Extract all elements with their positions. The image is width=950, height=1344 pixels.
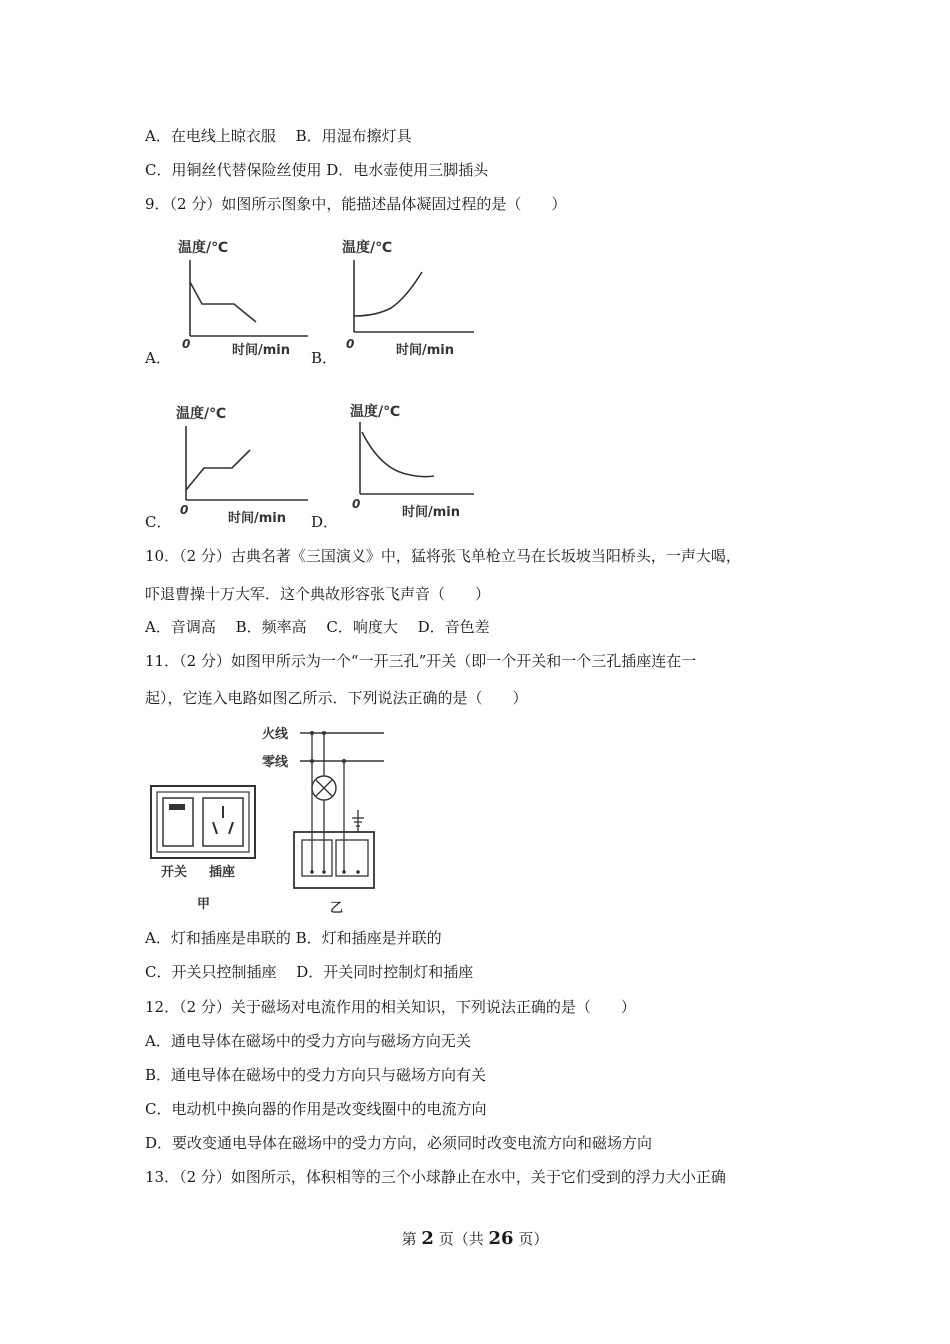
q11-figure-yi xyxy=(260,722,390,917)
q9-graph-d xyxy=(336,396,476,526)
graph-d-origin: 0 xyxy=(352,497,361,511)
q12-option-d: D．要改变通电导体在磁场中的受力方向，必须同时改变电流方向和磁场方向 xyxy=(145,1134,653,1152)
q10-stem-line2: 吓退曹操十万大军．这个典故形容张飞声音（ ） xyxy=(145,585,491,603)
fig-yi-label: 乙 xyxy=(330,901,344,916)
q11-options-cd: C．开关只控制插座 D．开关同时控制灯和插座 xyxy=(145,963,474,981)
graph-b-curve xyxy=(354,272,422,316)
footer-middle: 页（共 xyxy=(433,1230,489,1248)
graph-a-xlabel: 时间/min xyxy=(232,343,291,358)
q12-option-a: A．通电导体在磁场中的受力方向与磁场方向无关 xyxy=(145,1032,471,1050)
socket-box xyxy=(336,840,368,876)
q9-option-d-label: D． xyxy=(311,513,339,531)
q10-options: A．音调高 B．频率高 C．响度大 D．音色差 xyxy=(145,618,490,636)
q8-options-cd: C．用铜丝代替保险丝使用 D．电水壶使用三脚插头 xyxy=(145,161,489,179)
q11-figure-jia xyxy=(145,780,265,915)
q11-stem-line1: 11．（2 分）如图甲所示为一个“一开三孔”开关（即一个开关和一个三孔插座连在一 xyxy=(145,652,697,670)
socket-right-slot xyxy=(229,822,233,834)
q9-option-a-label: A． xyxy=(145,349,171,367)
q8-options-ab: A．在电线上晾衣服 B．用湿布擦灯具 xyxy=(145,127,412,145)
q11-stem-line2: 起），它连入电路如图乙所示．下列说法正确的是（ ） xyxy=(145,689,528,707)
graph-d-xlabel: 时间/min xyxy=(402,505,461,520)
graph-d-curve xyxy=(362,432,434,477)
q9-stem: 9．（2 分）如图所示图象中，能描述晶体凝固过程的是（ ） xyxy=(145,195,567,213)
q9-option-b-label: B． xyxy=(311,349,338,367)
graph-b-xlabel: 时间/min xyxy=(396,343,455,358)
q9-option-c-label: C． xyxy=(145,513,172,531)
footer-prefix: 第 xyxy=(401,1230,422,1248)
switch-box xyxy=(302,840,332,876)
q12-stem: 12．（2 分）关于磁场对电流作用的相关知识，下列说法正确的是（ ） xyxy=(145,998,636,1016)
switch-indicator xyxy=(169,804,185,810)
q12-option-c: C．电动机中换向器的作用是改变线圈中的电流方向 xyxy=(145,1100,487,1118)
graph-a-curve xyxy=(190,282,256,322)
footer-page-number: 2 xyxy=(421,1228,434,1249)
q12-option-b: B．通电导体在磁场中的受力方向只与磁场方向有关 xyxy=(145,1066,487,1084)
q9-graph-a xyxy=(170,232,310,362)
graph-c-origin: 0 xyxy=(180,503,189,517)
socket-face xyxy=(203,798,243,846)
graph-b-origin: 0 xyxy=(346,337,355,351)
footer-total-pages: 26 xyxy=(488,1228,514,1249)
graph-d-ylabel: 温度/℃ xyxy=(350,404,401,420)
socket-label: 插座 xyxy=(209,865,236,880)
neutral-wire-label: 零线 xyxy=(262,755,289,770)
graph-c-ylabel: 温度/℃ xyxy=(176,406,227,422)
footer-suffix: 页） xyxy=(513,1230,549,1248)
graph-a-origin: 0 xyxy=(182,337,191,351)
fig-jia-label: 甲 xyxy=(197,897,211,912)
q13-stem: 13．（2 分）如图所示，体积相等的三个小球静止在水中，关于它们受到的浮力大小正确 xyxy=(145,1168,726,1186)
graph-c-xlabel: 时间/min xyxy=(228,511,287,526)
graph-a-ylabel: 温度/℃ xyxy=(178,240,229,256)
q10-stem-line1: 10．（2 分）古典名著《三国演义》中，猛将张飞单枪立马在长坂坡当阳桥头，一声大喝， xyxy=(145,547,741,565)
fire-wire-label: 火线 xyxy=(262,727,289,742)
page-footer xyxy=(0,1228,950,1250)
switch-label: 开关 xyxy=(161,865,188,880)
socket-left-slot xyxy=(213,822,217,834)
q9-graph-c xyxy=(170,396,310,526)
graph-c-curve xyxy=(186,450,250,490)
graph-b-ylabel: 温度/℃ xyxy=(342,240,393,256)
q11-options-ab: A．灯和插座是串联的 B．灯和插座是并联的 xyxy=(145,929,442,947)
q9-graph-b xyxy=(336,232,476,362)
